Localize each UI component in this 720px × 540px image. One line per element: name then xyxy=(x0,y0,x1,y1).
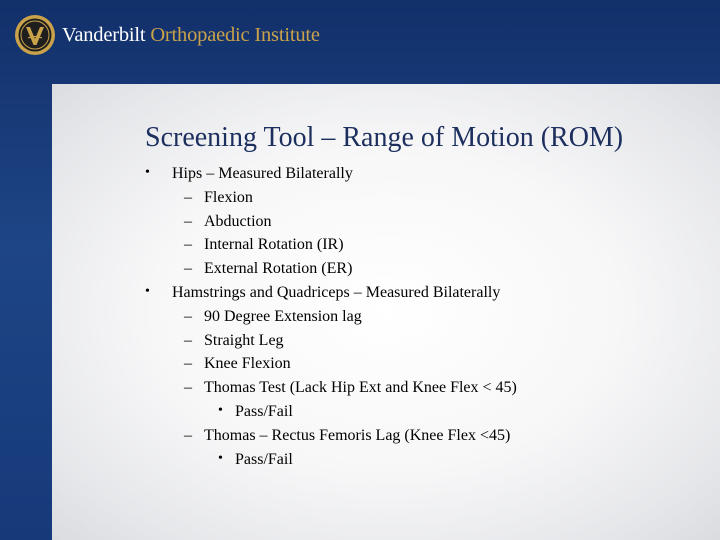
list-item-marker: – xyxy=(184,379,192,397)
list-item: Flexion xyxy=(204,188,253,206)
list-item: Pass/Fail xyxy=(235,403,293,420)
list-item-marker: • xyxy=(218,450,223,466)
list-item: Internal Rotation (IR) xyxy=(204,236,344,254)
list-item-marker: – xyxy=(184,212,192,230)
list-item: Knee Flexion xyxy=(204,355,291,373)
list-item-marker: – xyxy=(184,307,192,325)
slide-title: Screening Tool – Range of Motion (ROM) xyxy=(145,122,624,153)
list-item-marker: • xyxy=(145,165,150,180)
list-item-marker: – xyxy=(184,236,192,254)
list-item-marker: – xyxy=(184,331,192,349)
list-item: Hips – Measured Bilaterally xyxy=(172,165,353,182)
list-item: External Rotation (ER) xyxy=(204,260,353,278)
list-item-marker: – xyxy=(184,355,192,373)
list-item: Thomas Test (Lack Hip Ext and Knee Flex < 45) xyxy=(204,379,517,397)
list-item-marker: – xyxy=(184,188,192,206)
list-item-marker: – xyxy=(184,426,192,444)
brand-name-primary: Vanderbilt xyxy=(62,24,146,46)
brand-name-secondary: Orthopaedic Institute xyxy=(145,24,320,46)
list-item: Hamstrings and Quadriceps – Measured Bilaterally xyxy=(172,284,501,301)
list-item-marker: • xyxy=(145,284,150,299)
list-item: Thomas – Rectus Femoris Lag (Knee Flex <45) xyxy=(204,426,511,444)
list-item: Abduction xyxy=(204,212,272,230)
list-item: Straight Leg xyxy=(204,331,284,349)
list-item-marker: – xyxy=(184,260,192,278)
list-item: Pass/Fail xyxy=(235,450,293,468)
list-item-marker: • xyxy=(218,403,223,418)
list-item: 90 Degree Extension lag xyxy=(204,307,362,325)
